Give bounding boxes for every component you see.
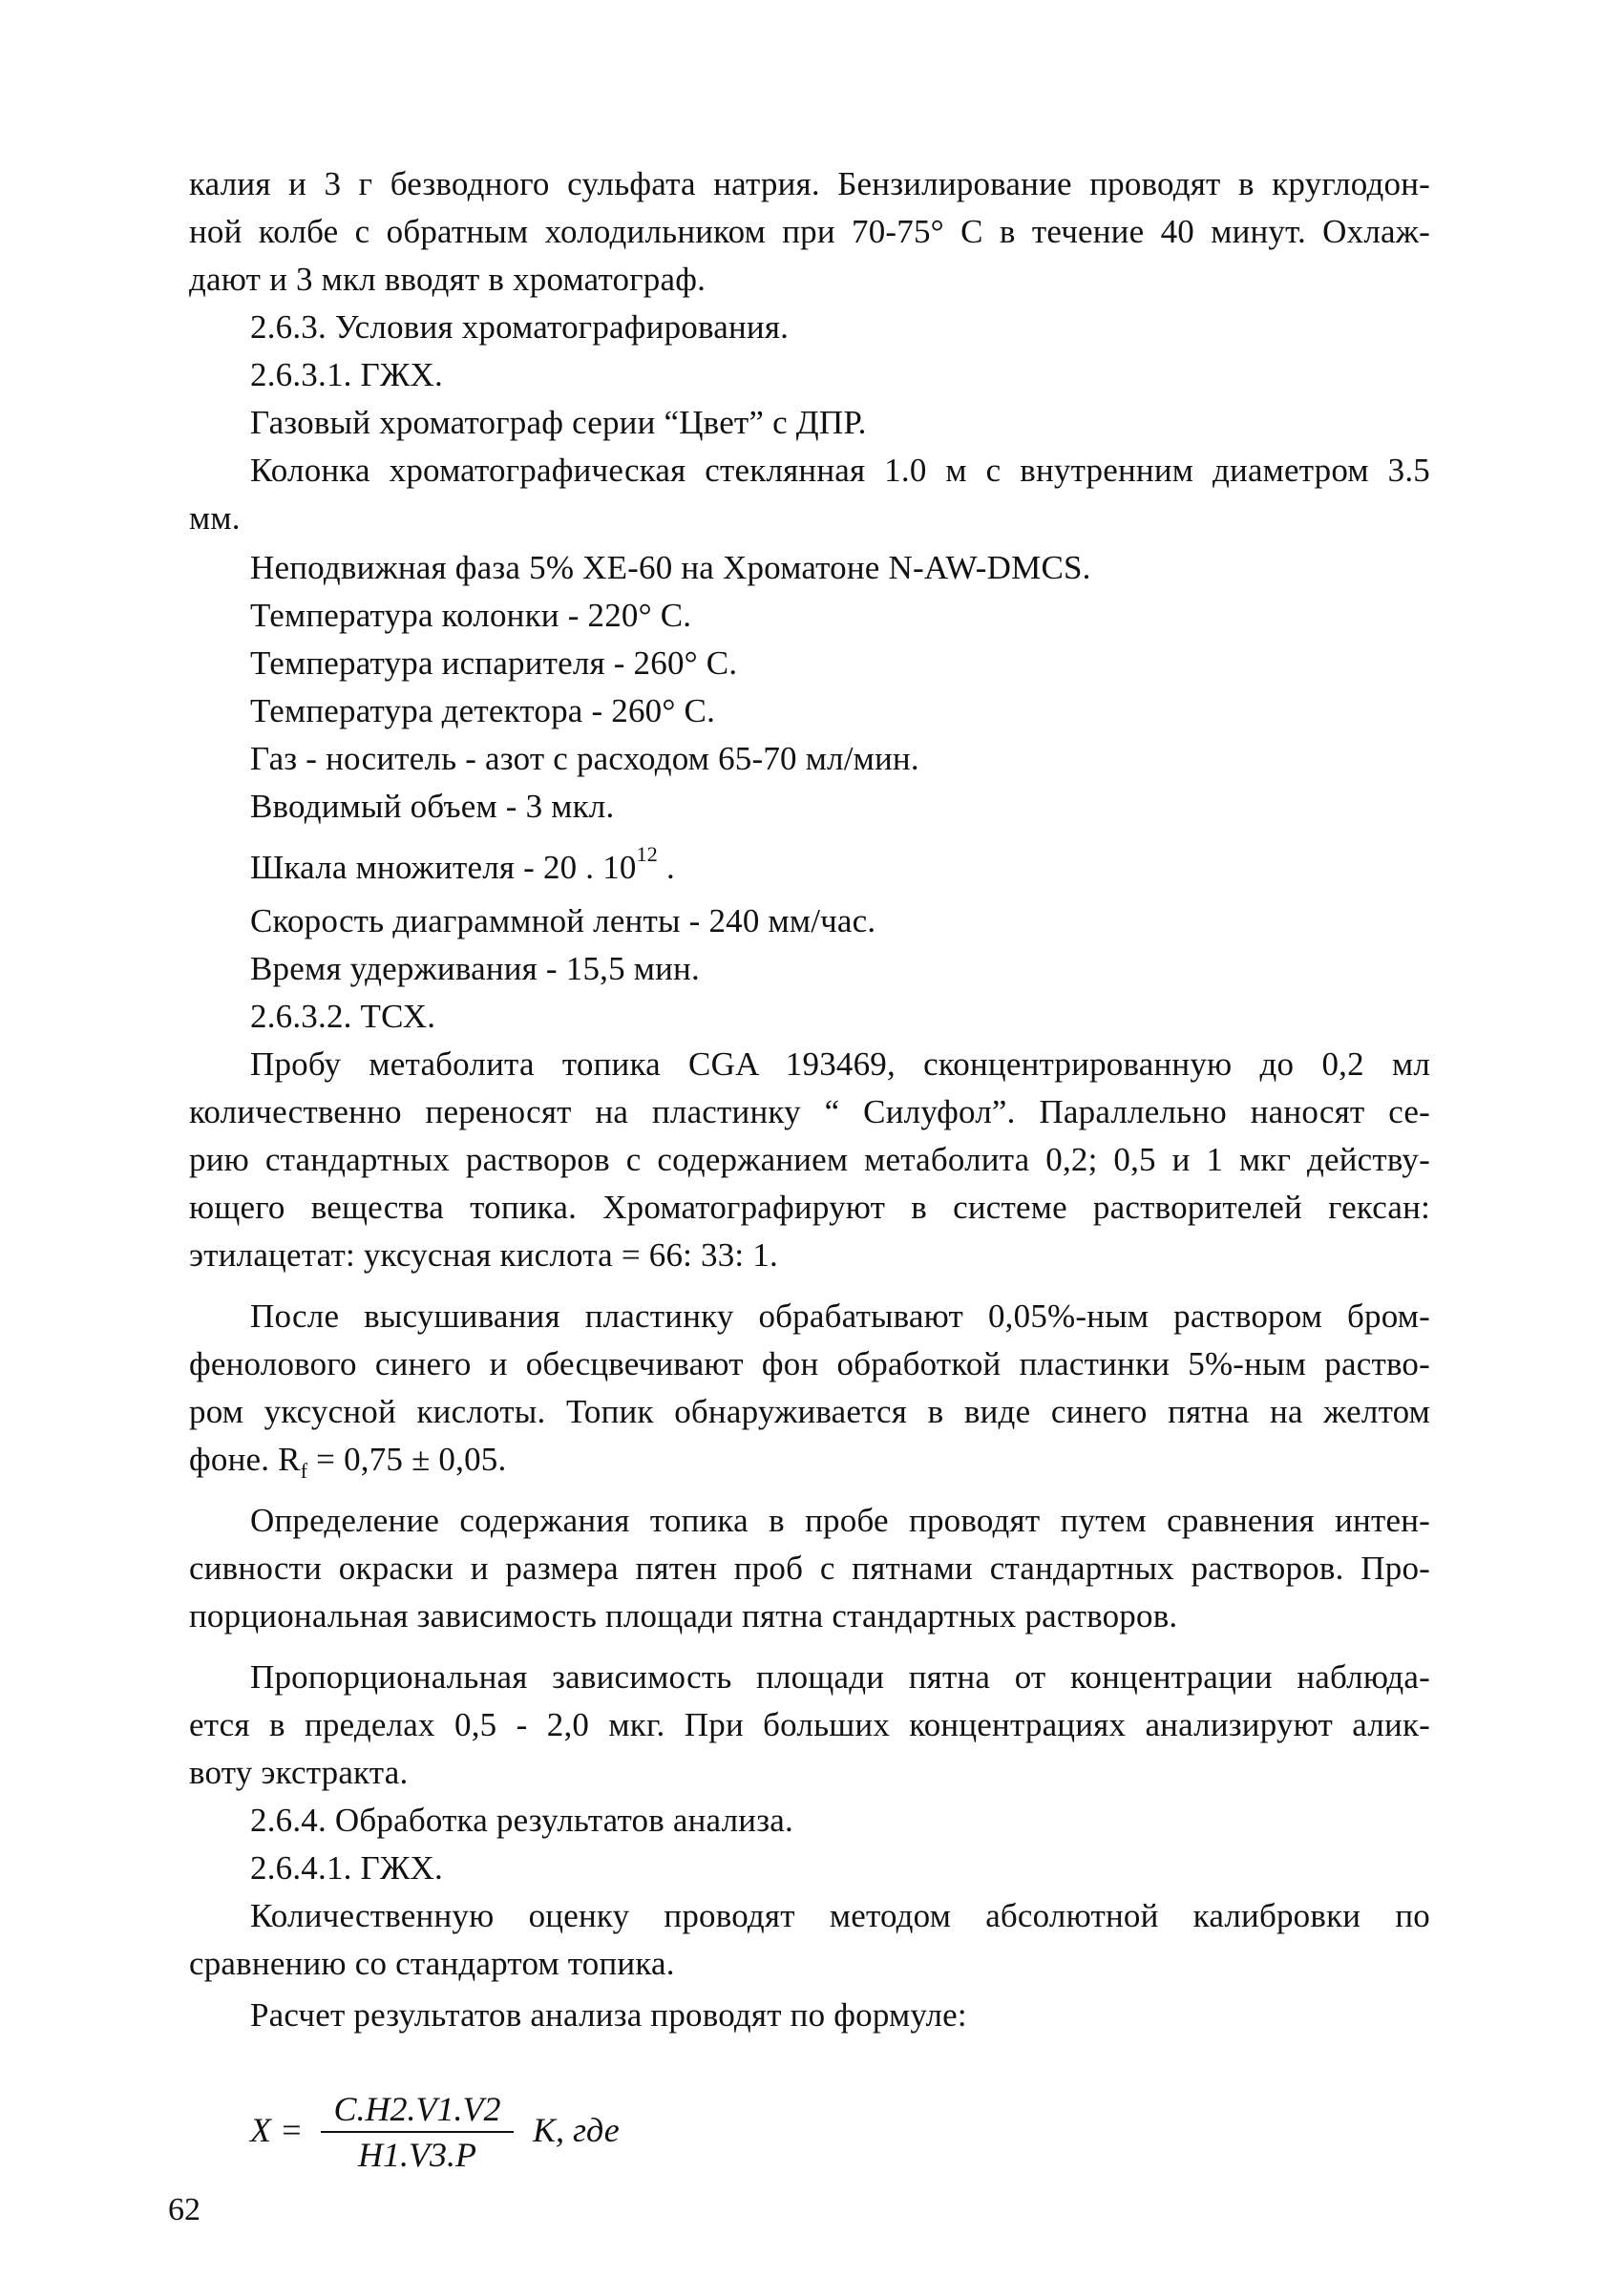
body-line: Вводимый объем - 3 мкл. bbox=[250, 788, 615, 825]
body-line: Скорость диаграммной ленты - 240 мм/час. bbox=[250, 902, 876, 939]
body-line: дают и 3 мкл вводят в хроматограф. bbox=[189, 261, 707, 298]
section-heading: 2.6.3. Условия хроматографирования. bbox=[250, 308, 790, 346]
body-line: Температура колонки - 220° С. bbox=[250, 597, 692, 634]
body-line: Количественную оценку проводят методом абсолютной калибровки по bbox=[250, 1897, 1430, 1934]
body-line: Пробу метаболита топика CGA 193469, сконцентрированную до 0,2 мл bbox=[250, 1045, 1430, 1083]
body-line: Расчет результатов анализа проводят по формуле: bbox=[250, 1996, 967, 2034]
scale-exponent: 12 bbox=[636, 842, 659, 866]
body-line: Газовый хроматограф серии “Цвет” с ДПР. bbox=[250, 404, 867, 441]
body-line: Температура испарителя - 260° С. bbox=[250, 644, 738, 682]
body-line: этилацетат: уксусная кислота = 66: 33: 1. bbox=[189, 1236, 778, 1274]
body-line: калия и 3 г безводного сульфата натрия. Бензилирование проводят в круглодон- bbox=[189, 165, 1430, 202]
subsection-heading: 2.6.3.1. ГЖХ. bbox=[250, 356, 443, 393]
body-line: Колонка хроматографическая стеклянная 1.0 м с внутренним диаметром 3.5 bbox=[250, 452, 1430, 489]
body-line: Неподвижная фаза 5% XE-60 на Хроматоне N-AW-DMCS. bbox=[250, 549, 1091, 586]
body-line: порциональная зависимость площади пятна стандартных растворов. bbox=[189, 1597, 1178, 1635]
scale-prefix: Шкала множителя - 20 . 10 bbox=[250, 849, 637, 886]
body-line: Время удерживания - 15,5 мин. bbox=[250, 950, 700, 987]
formula-lhs: X = bbox=[250, 2111, 304, 2149]
fraction-bar bbox=[321, 2131, 514, 2133]
subsection-heading: 2.6.4.1. ГЖХ. bbox=[250, 1849, 443, 1887]
scale-suffix: . bbox=[658, 849, 675, 886]
subsection-heading: 2.6.3.2. ТСХ. bbox=[250, 998, 436, 1035]
body-line: Температура детектора - 260° С. bbox=[250, 692, 716, 729]
body-line: сравнению со стандартом топика. bbox=[189, 1945, 675, 1982]
body-line: После высушивания пластинку обрабатывают 0,05%-ным раствором бром- bbox=[250, 1297, 1430, 1335]
body-line: количественно переносят на пластинку “ Силуфол”. Параллельно наносят се- bbox=[189, 1093, 1430, 1130]
rf-subscript: f bbox=[300, 1459, 308, 1483]
formula bbox=[250, 2072, 747, 2196]
body-line: воту экстракта. bbox=[189, 1754, 409, 1791]
body-line: ной колбе с обратным холодильником при 70-75° С в течение 40 минут. Охлаж- bbox=[189, 213, 1430, 250]
body-line: ется в пределах 0,5 - 2,0 мкг. При больших концентрациях анализируют алик- bbox=[189, 1706, 1430, 1743]
body-line: Газ - носитель - азот с расходом 65-70 мл/мин. bbox=[250, 740, 919, 777]
body-line: мм. bbox=[189, 499, 241, 537]
rf-prefix: фоне. R bbox=[189, 1441, 301, 1478]
body-line: ющего вещества топика. Хроматографируют в системе растворителей гексан: bbox=[189, 1189, 1430, 1226]
formula-denominator: H1.V3.P bbox=[358, 2136, 476, 2174]
page-number: 62 bbox=[168, 2192, 200, 2227]
formula-numerator: C.H2.V1.V2 bbox=[333, 2090, 501, 2128]
rf-line bbox=[189, 1440, 1430, 1484]
body-line: Определение содержания топика в пробе проводят путем сравнения интен- bbox=[250, 1502, 1430, 1539]
rf-value: = 0,75 ± 0,05. bbox=[307, 1441, 507, 1478]
body-line: рию стандартных растворов с содержанием метаболита 0,2; 0,5 и 1 мкг действу- bbox=[189, 1141, 1430, 1178]
formula-suffix: K, где bbox=[533, 2111, 620, 2149]
body-line: ром уксусной кислоты. Топик обнаруживается в виде синего пятна на желтом bbox=[189, 1393, 1430, 1430]
scale-line bbox=[250, 842, 1430, 892]
body-line: фенолового синего и обесцвечивают фон обработкой пластинки 5%-ным раство- bbox=[189, 1345, 1430, 1382]
body-line: Пропорциональная зависимость площади пятна от концентрации наблюда- bbox=[250, 1658, 1430, 1696]
section-heading: 2.6.4. Обработка результатов анализа. bbox=[250, 1802, 793, 1839]
body-line: сивности окраски и размера пятен проб с пятнами стандартных растворов. Про- bbox=[189, 1550, 1430, 1587]
